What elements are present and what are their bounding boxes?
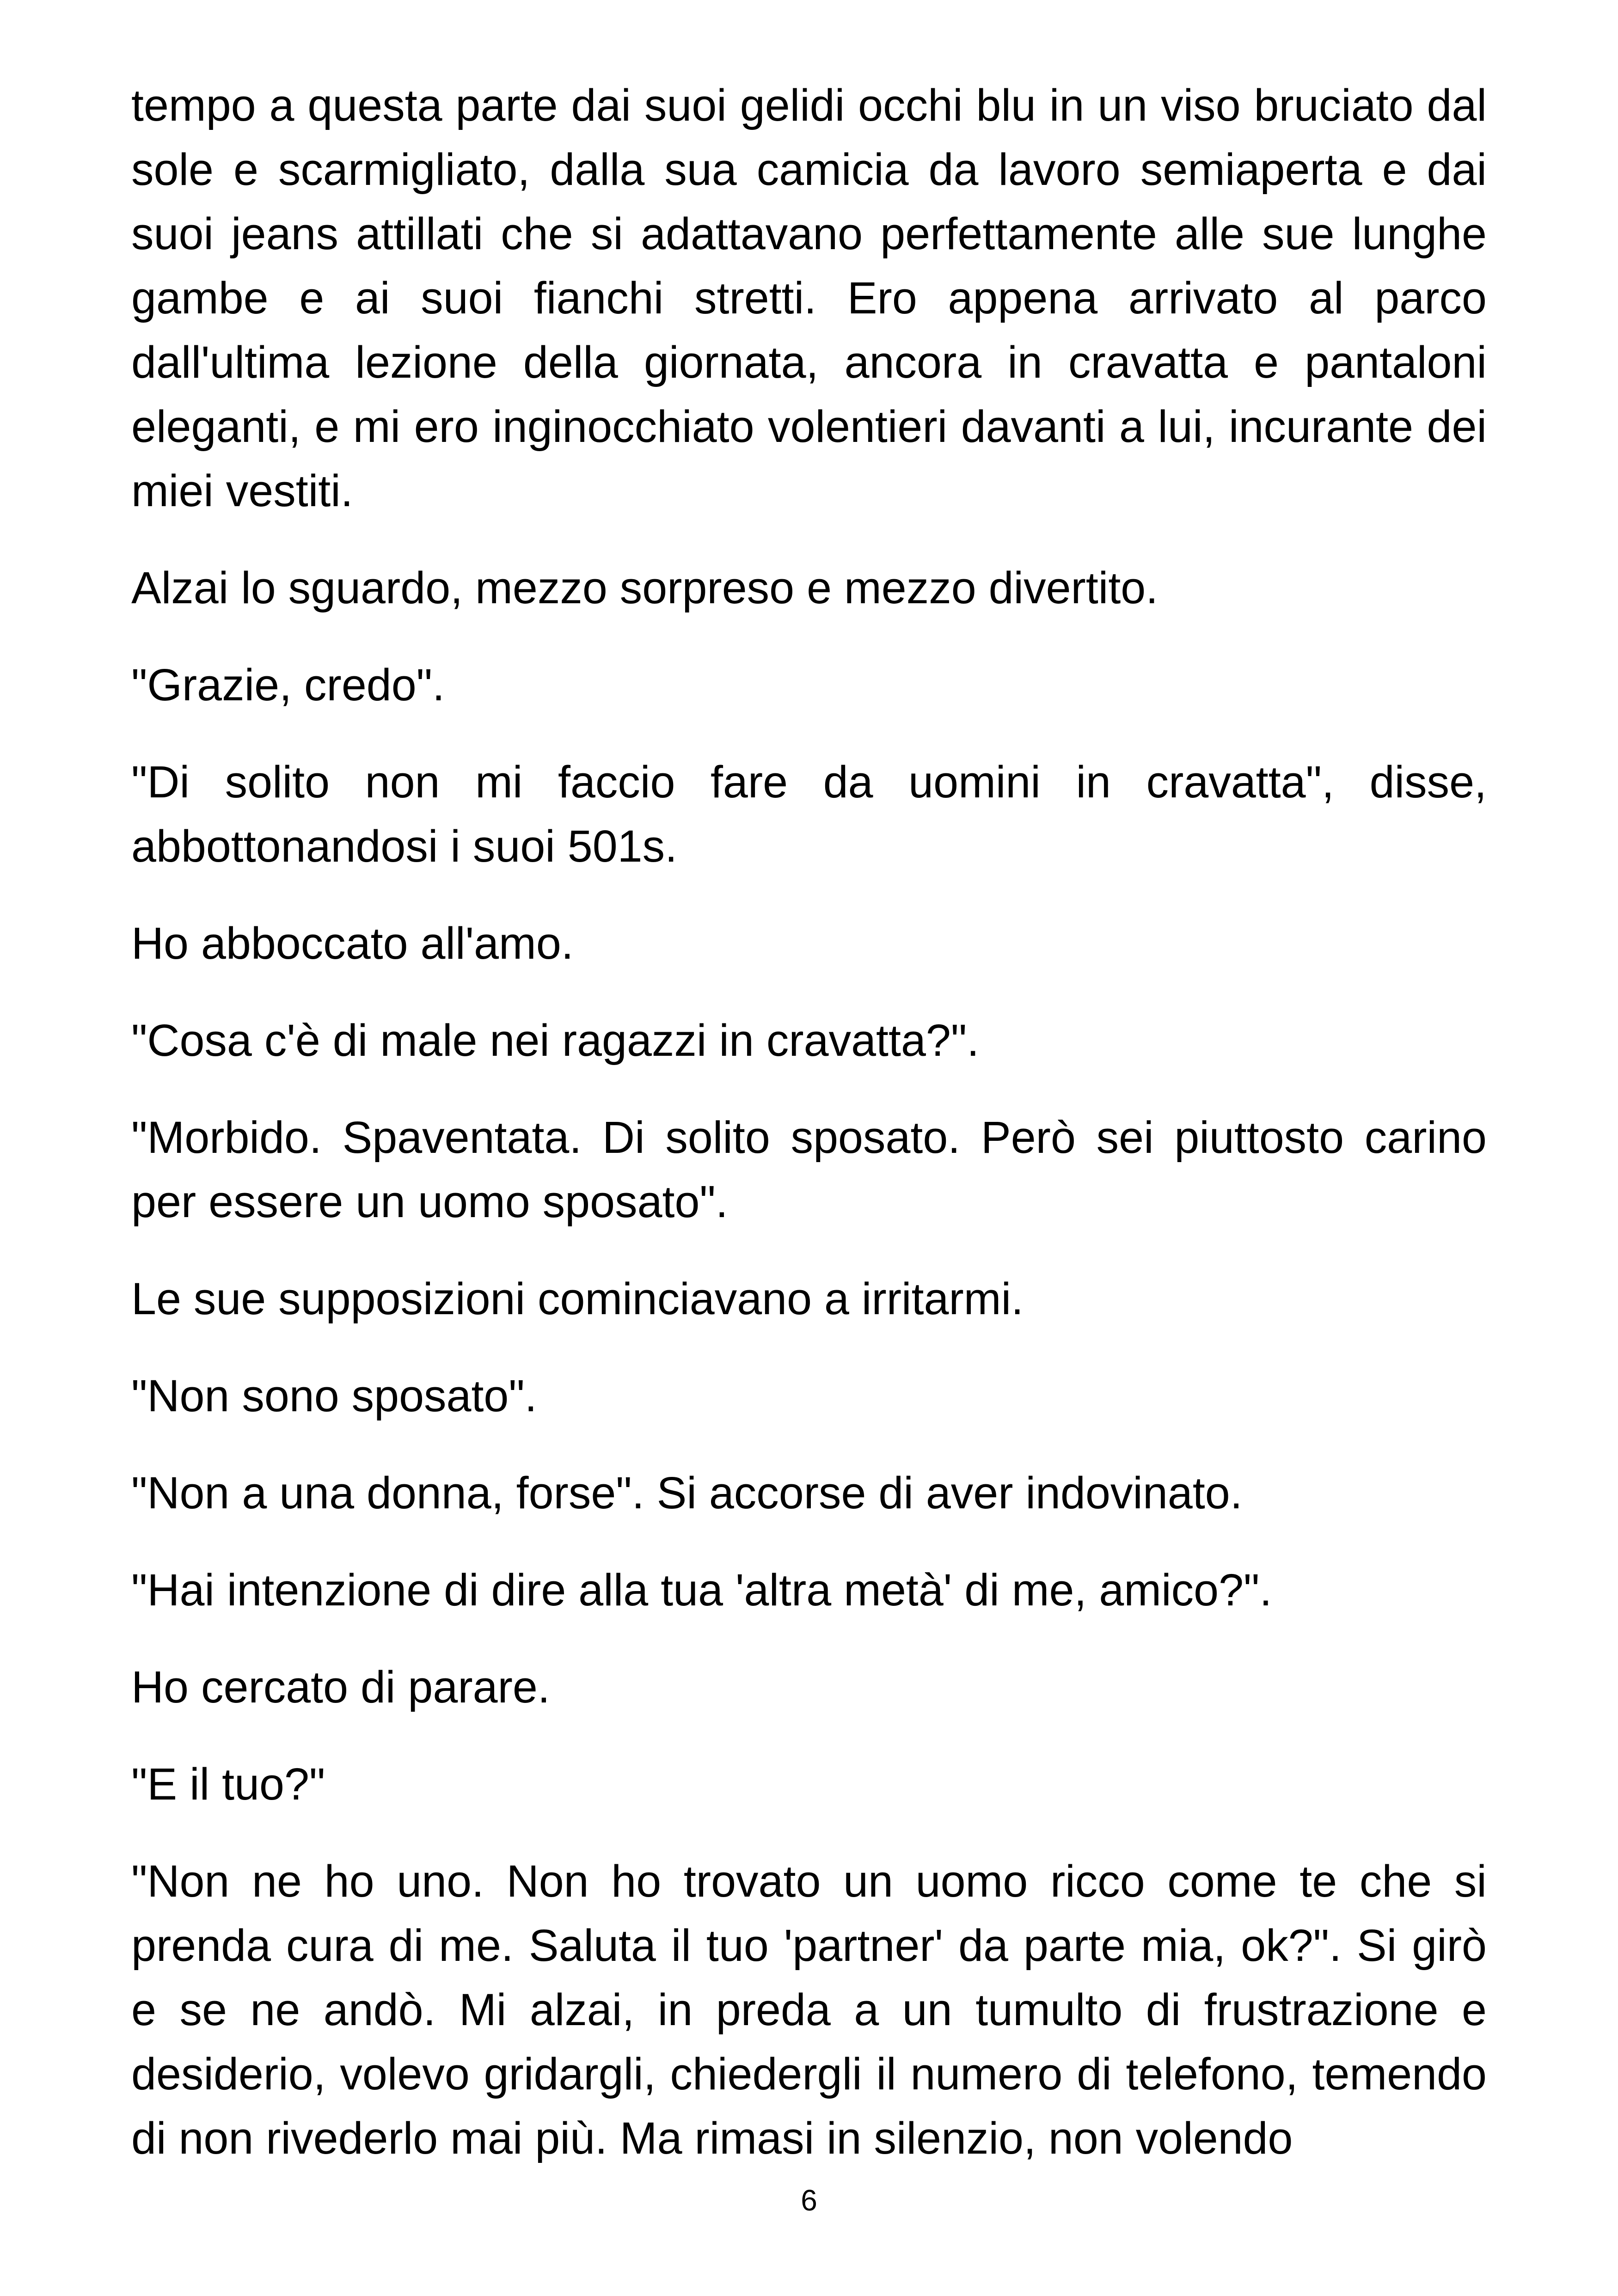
paragraph: "Di solito non mi faccio fare da uomini in cravatta", disse, abbottonandosi i suoi 501s. <box>131 757 1487 871</box>
paragraph: "Cosa c'è di male nei ragazzi in cravatta?". <box>131 1015 980 1065</box>
paragraph: "Grazie, credo". <box>131 660 445 710</box>
paragraph: "Morbido. Spaventata. Di solito sposato. Però sei piuttosto carino per essere un uomo sposato". <box>131 1112 1487 1227</box>
page-number: 6 <box>801 2184 817 2217</box>
paragraph: tempo a questa parte dai suoi gelidi occhi blu in un viso bruciato dal sole e scarmigliato, dalla sua camicia da lavoro semiaperta e dai suoi jeans attillati che si adattavano perfettamente alle sue lunghe gambe e ai suoi fianchi stretti. Ero appena arrivato al parco dall'ultima lezione della giornata, ancora in cravatta e pantaloni eleganti, e mi ero inginocchiato volentieri davanti a lui, incurante dei miei vestiti. <box>131 80 1487 516</box>
paragraph: Ho abboccato all'amo. <box>131 918 574 968</box>
paragraph: Alzai lo sguardo, mezzo sorpreso e mezzo divertito. <box>131 563 1158 613</box>
paragraph: Le sue supposizioni cominciavano a irritarmi. <box>131 1274 1024 1324</box>
paragraph: "E il tuo?" <box>131 1759 325 1809</box>
paragraph: "Non a una donna, forse". Si accorse di aver indovinato. <box>131 1468 1243 1518</box>
body-text <box>131 73 1487 2170</box>
paragraph: "Hai intenzione di dire alla tua 'altra metà' di me, amico?". <box>131 1565 1272 1615</box>
paragraph: "Non ne ho uno. Non ho trovato un uomo ricco come te che si prenda cura di me. Saluta il tuo 'partner' da parte mia, ok?". Si girò e se ne andò. Mi alzai, in preda a un tumulto di frustrazione e desiderio, volevo gridargli, chiedergli il numero di telefono, temendo di non rivederlo mai più. Ma rimasi in silenzio, non volendo <box>131 1856 1487 2163</box>
paragraph: Ho cercato di parare. <box>131 1662 550 1712</box>
paragraph: "Non sono sposato". <box>131 1371 537 1421</box>
